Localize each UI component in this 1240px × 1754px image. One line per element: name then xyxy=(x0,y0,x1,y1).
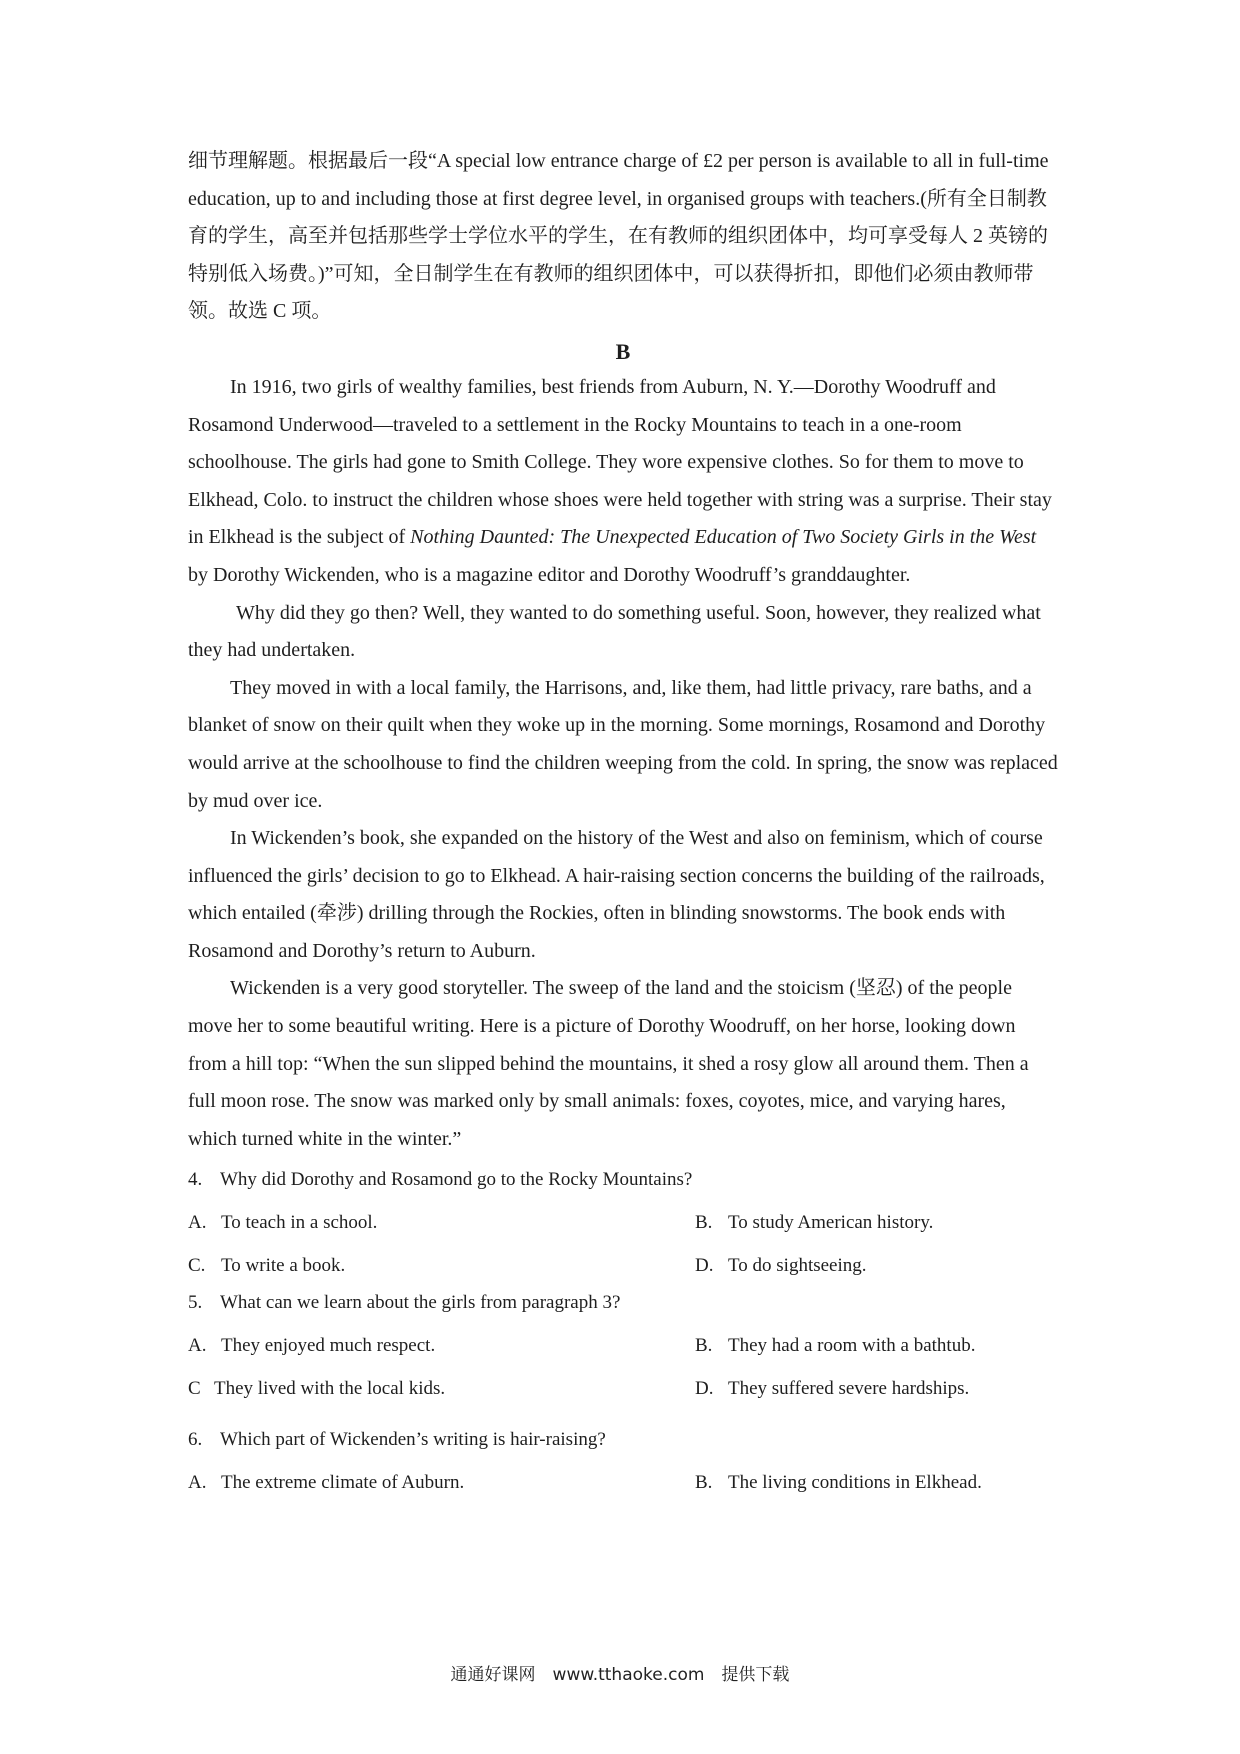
passage-paragraph-2: Why did they go then? Well, they wanted to do something useful. Soon, however, they realized what they had undertaken. xyxy=(188,601,1041,662)
question-text: Which part of Wickenden’s writing is hair-raising? xyxy=(220,1429,606,1451)
option-text: The living conditions in Elkhead. xyxy=(728,1472,982,1494)
option-b xyxy=(695,1468,1058,1498)
question-number: 5. xyxy=(188,1292,203,1314)
option-d xyxy=(695,1251,1058,1281)
option-b xyxy=(695,1331,1058,1361)
page-footer: 通通好课网 www.tthaoke.com 提供下载 xyxy=(450,1665,790,1685)
option-a xyxy=(188,1208,695,1238)
option-text: To teach in a school. xyxy=(221,1212,378,1234)
question-5-options xyxy=(188,1331,1058,1417)
question-6-options xyxy=(188,1468,1058,1511)
option-letter: A. xyxy=(188,1335,207,1357)
answer-explanation: 细节理解题。根据最后一段“A special low entrance charge of £2 per person is available to all in full-time education, up to and including those at first degree level, in organised groups with teachers.(所有全日制教育的学生，高至并包括那些学士学位水平的学生，在有教师的组织团体中，均可享受每人 2 英镑的特别低入场费。)”可知，全日制学生在有教师的组织团体中，可以获得折扣，即他们必须由教师带领。故选 C 项。 xyxy=(188,150,1049,323)
option-text: They enjoyed much respect. xyxy=(221,1335,436,1357)
passage-paragraph-3: They moved in with a local family, the Harrisons, and, like them, had little privacy, rare baths, and a blanket of snow on their quilt when they woke up in the morning. Some mornings, Rosamond and Dorothy would arrive at the schoolhouse to find the children weeping from the cold. In spring, the snow was replaced by mud over ice. xyxy=(188,676,1058,812)
option-b xyxy=(695,1208,1058,1238)
option-letter: C xyxy=(188,1378,201,1400)
question-4-options xyxy=(188,1208,1058,1294)
option-letter: B. xyxy=(695,1212,713,1234)
option-letter: D. xyxy=(695,1255,714,1277)
passage-paragraph-5: Wickenden is a very good storyteller. The sweep of the land and the stoicism (坚忍) of the people move her to some beautiful writing. Here is a picture of Dorothy Woodruff, on her horse, looking down from a hill top: “When the sun slipped behind the mountains, it shed a rosy glow all around them. Then a full moon rose. The snow was marked only by small animals: foxes, coyotes, mice, and varying hares, which turned white in the winter.” xyxy=(188,977,1029,1150)
question-number: 6. xyxy=(188,1429,203,1451)
option-letter: B. xyxy=(695,1472,713,1494)
document-body xyxy=(188,143,1058,1511)
book-title: Nothing Daunted: The Unexpected Education of Two Society Girls in the West xyxy=(410,526,1037,549)
option-text: To write a book. xyxy=(221,1255,346,1277)
option-letter: B. xyxy=(695,1335,713,1357)
section-heading: B xyxy=(615,338,631,364)
option-a xyxy=(188,1468,695,1498)
option-text: They suffered severe hardships. xyxy=(728,1378,970,1400)
p1-text-after: by Dorothy Wickenden, who is a magazine editor and Dorothy Woodruff’s granddaughter. xyxy=(188,563,911,586)
option-text: To study American history. xyxy=(728,1212,934,1234)
passage-paragraph-4: In Wickenden’s book, she expanded on the history of the West and also on feminism, which of course influenced the girls’ decision to go to Elkhead. A hair-raising section concerns the building of the railroads, which entailed (牵涉) drilling through the Rockies, often in blinding snowstorms. The book ends with Rosamond and Dorothy’s return to Auburn. xyxy=(188,827,1045,962)
option-letter: D. xyxy=(695,1378,714,1400)
option-c xyxy=(188,1251,695,1281)
option-a xyxy=(188,1331,695,1361)
question-6 xyxy=(188,1425,1058,1455)
option-text: To do sightseeing. xyxy=(728,1255,867,1277)
option-text: The extreme climate of Auburn. xyxy=(221,1472,465,1494)
option-letter: A. xyxy=(188,1472,207,1494)
passage-paragraph-1 xyxy=(188,369,1058,595)
p1-text-before: In 1916, two girls of wealthy families, best friends from Auburn, N. Y.—Dorothy Woodruff and Rosamond Underwood—traveled to a settlement in the Rocky Mountains to teach in a one-room schoolhouse. The girls had gone to Smith College. They wore expensive clothes. So for them to move to Elkhead, Colo. to instruct the children whose shoes were held together with string was a surprise. Their stay in Elkhead is the subject of xyxy=(188,375,1052,549)
option-c xyxy=(188,1374,695,1404)
option-letter: C. xyxy=(188,1255,206,1277)
option-letter: A. xyxy=(188,1212,207,1234)
question-5 xyxy=(188,1288,1058,1318)
option-d xyxy=(695,1374,1058,1404)
question-text: What can we learn about the girls from paragraph 3? xyxy=(220,1292,621,1314)
option-text: They lived with the local kids. xyxy=(214,1378,446,1400)
question-text: Why did Dorothy and Rosamond go to the Rocky Mountains? xyxy=(220,1169,693,1191)
question-number: 4. xyxy=(188,1169,203,1191)
option-text: They had a room with a bathtub. xyxy=(728,1335,976,1357)
question-4 xyxy=(188,1165,1058,1195)
